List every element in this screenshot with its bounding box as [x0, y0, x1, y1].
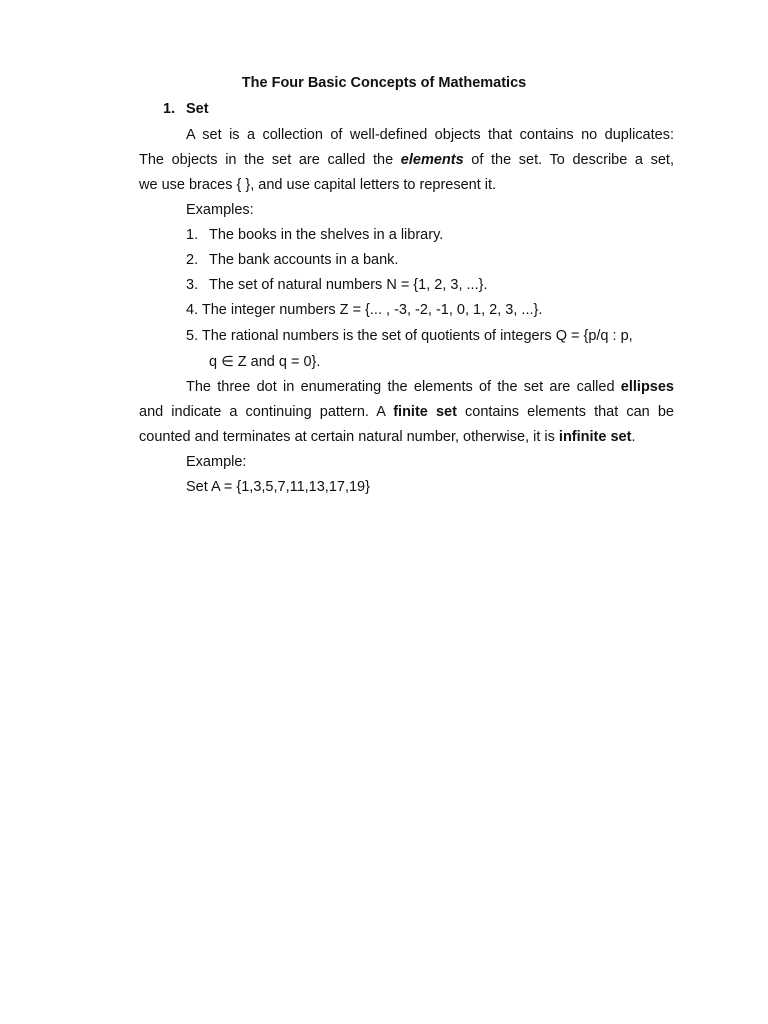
ellipses-line-3-post: .: [631, 429, 636, 445]
intro-line-3: we use braces { }, and use capital letters to represent it.: [139, 177, 497, 193]
intro-line-2-pre: The objects in the set are called the: [139, 152, 401, 168]
example-number: 2.: [186, 252, 199, 268]
set-a-example: Set A = {1,3,5,7,11,13,17,19}: [186, 479, 370, 495]
infinite-set-term: infinite set: [558, 429, 632, 445]
examples-label: Examples:: [186, 202, 254, 218]
example-item-5-line-2: q ∈ Z and q = 0}.: [209, 354, 321, 370]
example-text: The books in the shelves in a library.: [209, 227, 444, 243]
example-text: The set of natural numbers N = {1, 2, 3, ...}.: [209, 277, 488, 293]
ellipses-para-line-1: [186, 378, 674, 396]
intro-line-2-post: of the set. To describe a set,: [463, 152, 674, 168]
ellipses-para-line-2: [139, 403, 674, 421]
ellipses-para-line-3: [139, 428, 635, 446]
example-text: The bank accounts in a bank.: [209, 252, 399, 268]
elements-term: elements: [400, 152, 464, 168]
ellipses-line-2-pre: and indicate a continuing pattern. A: [139, 404, 394, 420]
example-number: 3.: [186, 277, 199, 293]
intro-line-1: A set is a collection of well-defined objects that contains no duplicates:: [186, 127, 674, 143]
ellipses-line-3-pre: counted and terminates at certain natural number, otherwise, it is: [139, 429, 559, 445]
example-item-5-line-1: 5. The rational numbers is the set of quotients of integers Q = {p/q : p,: [186, 328, 633, 344]
example-item-4: 4. The integer numbers Z = {... , -3, -2, -1, 0, 1, 2, 3, ...}.: [186, 302, 543, 318]
section-heading-text: Set: [186, 101, 209, 117]
section-heading: [163, 100, 209, 118]
example-item-3: [186, 276, 487, 294]
ellipses-term: ellipses: [620, 379, 674, 395]
example-item-2: [186, 251, 398, 269]
section-number: 1.: [163, 101, 176, 117]
ellipses-line-2-post: contains elements that can be: [456, 404, 674, 420]
example-label: Example:: [186, 454, 247, 470]
example-item-1: [186, 226, 443, 244]
finite-set-term: finite set: [393, 404, 457, 420]
ellipses-line-1-pre: The three dot in enumerating the elements of the set are called: [186, 379, 621, 395]
intro-line-2: [139, 151, 674, 169]
document-title: The Four Basic Concepts of Mathematics: [241, 75, 527, 91]
example-number: 1.: [186, 227, 199, 243]
